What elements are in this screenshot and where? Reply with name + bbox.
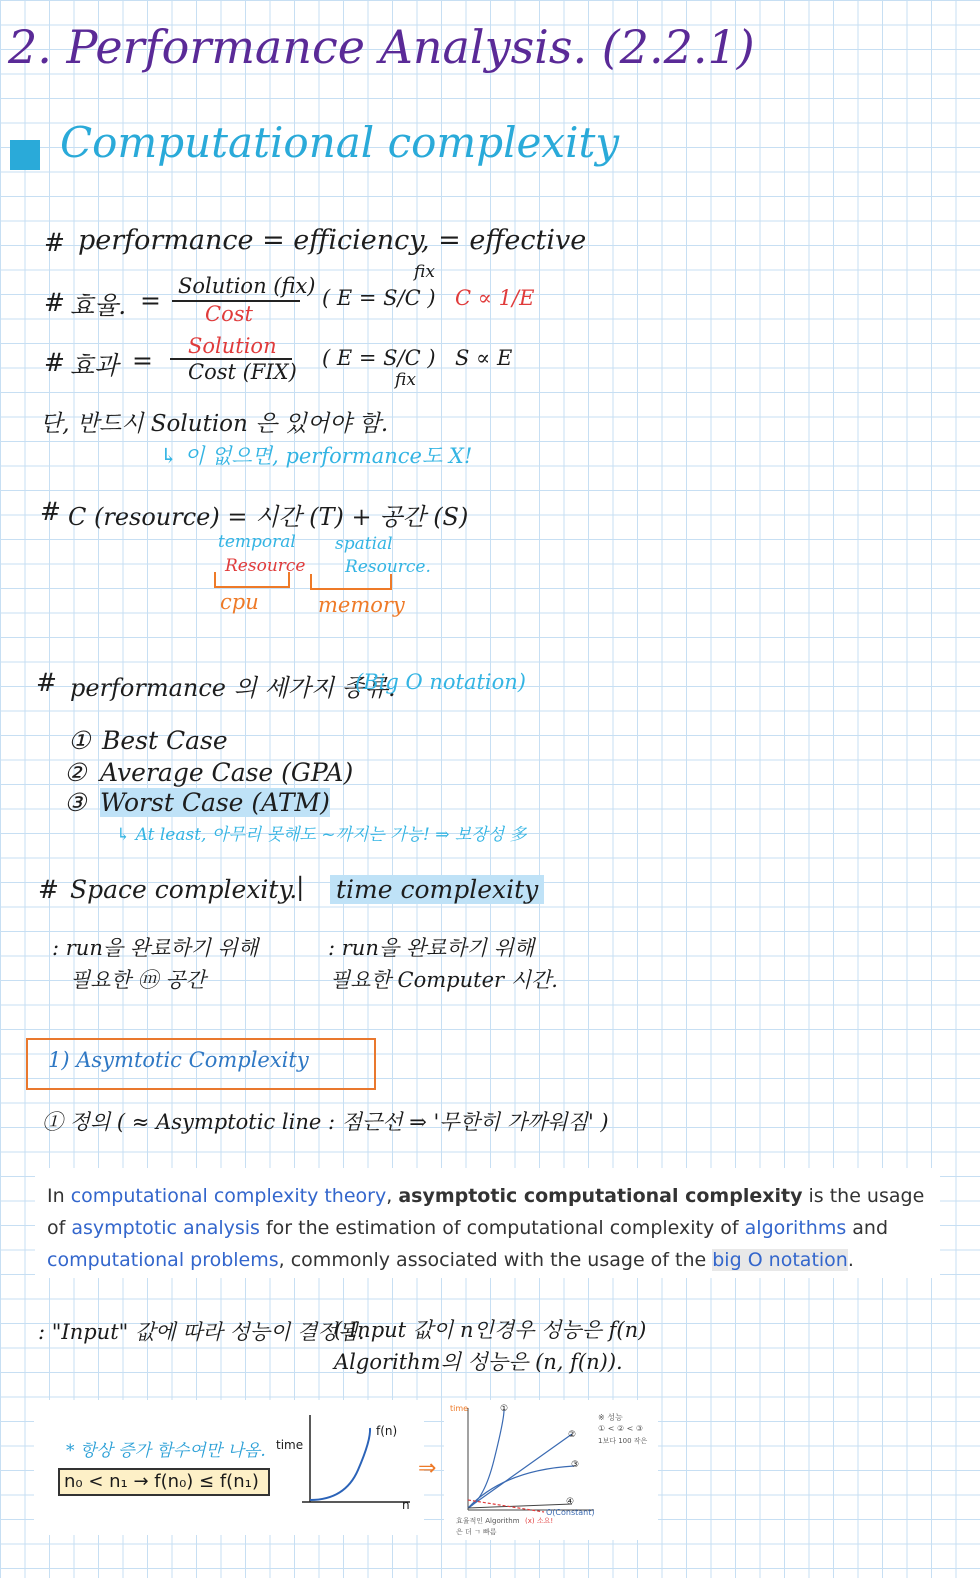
input-paren-line: Algorithm의 성능은 (n, f(n)).: [334, 1350, 623, 1374]
bottom-note: 효율적인 Algorithm: [456, 1517, 520, 1525]
page-title: 2. Performance Analysis. (2.2.1): [8, 20, 755, 74]
arrow-icon: ⇒: [418, 1456, 437, 1481]
space-desc-line: 필요한 ⓜ 공간: [70, 968, 206, 992]
link-asymptotic-analysis[interactable]: asymptotic analysis: [71, 1217, 260, 1239]
spatial-label: spatial: [335, 534, 393, 554]
hash-mark: #: [40, 497, 61, 526]
effect-numerator: Solution: [188, 334, 277, 358]
separator: |: [296, 872, 305, 901]
input-paren-line: ( Input 값이 n인경우 성능은 f(n): [334, 1318, 647, 1342]
hash-mark: #: [44, 288, 65, 317]
fix-note: fix: [414, 262, 435, 282]
mark-4: ④: [566, 1497, 575, 1507]
spatial-resource-label: Resource.: [345, 557, 431, 577]
mark-1: ①: [500, 1404, 509, 1414]
underbrace: [310, 574, 392, 590]
temporal-resource-label: Resource: [225, 556, 306, 576]
cpu-label: cpu: [220, 590, 259, 614]
underbrace: [214, 572, 290, 588]
solution-subnote: ↳ 이 없으면, performance도 X!: [160, 444, 473, 468]
worst-case-note: ↳ At least, 아무리 못해도 ~까지는 가능! ⇒ 보장성 多: [116, 825, 527, 845]
curve-1: [468, 1410, 504, 1508]
increasing-note: * 항상 증가 함수여만 나옴.: [66, 1441, 266, 1461]
efficiency-formula: ( E = S/C ): [322, 286, 436, 310]
curve-line: [310, 1428, 370, 1500]
effect-label: 효과: [70, 351, 119, 380]
wiki-quote: [35, 1168, 940, 1278]
cases-heading: performance 의 세가지 종류.: [70, 674, 396, 702]
case-number: ③: [64, 788, 87, 817]
efficiency-numerator: Solution (fix): [178, 274, 316, 298]
solution-note: 단, 반드시 Solution 은 있어야 함.: [40, 411, 389, 437]
inequality-box: [58, 1468, 270, 1496]
case-average: Average Case (GPA): [100, 758, 354, 787]
equals-sign: =: [132, 346, 153, 375]
efficiency-label: 효율.: [70, 291, 127, 320]
efficiency-denominator: Cost: [205, 302, 253, 326]
input-note: : "Input" 값에 따라 성능이 결정됨.: [38, 1320, 365, 1344]
hash-mark: #: [44, 228, 65, 257]
rank-note: ① < ② < ③: [598, 1424, 644, 1433]
bullet-square-icon: [10, 140, 40, 170]
case-number: ①: [68, 726, 91, 755]
curve-2: [468, 1434, 575, 1508]
section-heading: Computational complexity: [60, 118, 620, 167]
resource-formula: C (resource) = 시간 (T) + 공간 (S): [68, 503, 469, 531]
case-worst: Worst Case (ATM): [100, 788, 330, 817]
link-big-o-notation[interactable]: big O notation: [712, 1249, 848, 1271]
hash-mark: #: [36, 668, 57, 697]
y-axis-label: time: [276, 1438, 304, 1452]
quote-text: , commonly associated with the usage of the: [278, 1249, 713, 1271]
quote-text: is the usage of: [47, 1185, 925, 1239]
constant-label: O(Constant): [546, 1508, 595, 1517]
space-complexity-heading: Space complexity.: [70, 875, 298, 904]
link-algorithms[interactable]: algorithms: [744, 1217, 847, 1239]
quote-text: .: [847, 1249, 854, 1271]
quote-text: for the estimation of computational complexity of: [259, 1217, 745, 1239]
increasing-function-plot: [270, 1410, 420, 1530]
hash-mark: #: [38, 875, 59, 904]
effect-formula: ( E = S/C ): [322, 346, 436, 370]
temporal-label: temporal: [218, 532, 296, 552]
time-desc-line: 필요한 Computer 시간.: [330, 968, 558, 992]
hash-mark: #: [44, 348, 65, 377]
case-best: Best Case: [102, 726, 228, 755]
link-computational-complexity-theory[interactable]: computational complexity theory: [70, 1185, 387, 1207]
equals-sign: =: [140, 286, 161, 315]
x-axis-label: n: [402, 1498, 410, 1512]
performance-definition: performance = efficiency, = effective: [78, 225, 587, 256]
efficiency-proportion: C ∝ 1/E: [455, 286, 535, 310]
curve-3: [468, 1466, 574, 1508]
subsection-title: 1) Asymtotic Complexity: [48, 1048, 309, 1072]
bottom-note: 은 더 ㄱ 빠름: [456, 1528, 497, 1536]
curve-label: f(n): [376, 1424, 398, 1438]
time-desc-line: : run을 완료하기 위해: [328, 936, 535, 960]
mark-2: ②: [568, 1430, 577, 1440]
link-computational-problems[interactable]: computational problems: [47, 1249, 279, 1271]
space-desc-line: : run을 완료하기 위해: [52, 936, 259, 960]
quote-text: ,: [386, 1185, 399, 1207]
memory-label: memory: [318, 593, 405, 617]
bottom-note-red: (x) 소요!: [525, 1517, 554, 1525]
quote-bold-term: asymptotic computational complexity: [398, 1185, 803, 1207]
right-y-label: time: [450, 1404, 469, 1413]
quote-text: In: [47, 1185, 71, 1207]
effect-denominator: Cost (FIX): [188, 360, 297, 384]
time-complexity-heading: time complexity: [330, 875, 544, 904]
mark-3: ③: [571, 1460, 580, 1470]
fix-note: fix: [395, 370, 416, 390]
big-o-note: (Big O notation): [355, 670, 526, 694]
inequality-text: n₀ < n₁ → f(n₀) ≤ f(n₁): [64, 1471, 259, 1492]
case-number: ②: [64, 758, 87, 787]
definition-line: ① 정의 ( ≈ Asymptotic line : 점근선 ⇒ '무한히 가까워짐' ): [42, 1110, 609, 1134]
quote-text: and: [846, 1217, 889, 1239]
rank-note: ※ 성능: [598, 1413, 623, 1422]
rank-note: 1보다 100 작은: [598, 1437, 648, 1445]
effect-proportion: S ∝ E: [455, 346, 513, 370]
